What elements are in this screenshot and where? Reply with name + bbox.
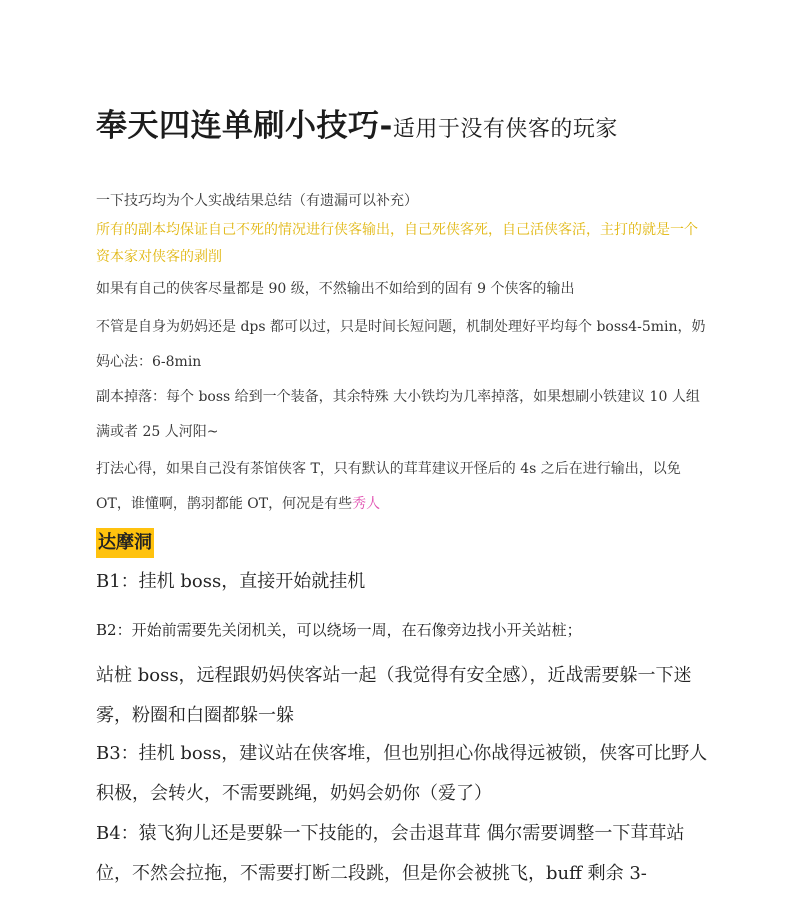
section-heading-damo-cave: 达摩洞 [96, 528, 154, 558]
strategy-paragraph [96, 452, 708, 522]
title-subtitle: 适用于没有侠客的玩家 [392, 117, 618, 142]
level-paragraph: 如果有自己的侠客尽量都是 90 级，不然输出不如给到的固有 9 个侠客的输出 [96, 281, 575, 297]
boss-2-text: B2：开始前需要先关闭机关，可以绕场一周，在石像旁边找小开关站桩； [96, 621, 582, 639]
strategy-text: 打法心得，如果自己没有茶馆侠客 T，只有默认的茸茸建议开怪后的 4s 之后在进行输出，以免 OT，谁懂啊，鹊羽都能 OT，何况是有些 [96, 461, 681, 512]
highlight-text: 秀人 [352, 496, 381, 512]
drops-paragraph: 副本掉落：每个 boss 给到一个装备，其余特殊 大小铁均为几率掉落，如果想刷小铁建议 10 人组满或者 25 人河阳~ [96, 389, 700, 440]
boss-1-text: B1：挂机 boss，直接开始就挂机 [96, 571, 366, 592]
boss-2-continued-text: 站桩 boss，远程跟奶妈侠客站一起（我觉得有安全感），近战需要躲一下迷雾，粉圈和白圈都躲一躲 [96, 665, 692, 726]
page-title [96, 100, 618, 145]
boss-4-text: B4：猿飞狗儿还是要躲一下技能的，会击退茸茸 偶尔需要调整一下茸茸站位，不然会拉拖，不需要打断二段跳，但是你会被挑飞，buff 剩余 3- [96, 823, 685, 884]
intro-paragraph: 一下技巧均为个人实战结果总结（有遗漏可以补充） [96, 193, 418, 209]
duration-paragraph: 不管是自身为奶妈还是 dps 都可以过，只是时间长短问题，机制处理好平均每个 boss4-5min，奶妈心法：6-8min [96, 319, 706, 370]
boss-3-text: B3：挂机 boss，建议站在侠客堆，但也别担心你战得远被锁，侠客可比野人积极，会转火，不需要跳绳，奶妈会奶你（爱了） [96, 743, 708, 804]
warning-paragraph: 所有的副本均保证自己不死的情况进行侠客输出，自己死侠客死，自己活侠客活，主打的就是一个资本家对侠客的剥削 [96, 222, 698, 265]
title-main: 奉天四连单刷小技巧- [96, 108, 393, 144]
